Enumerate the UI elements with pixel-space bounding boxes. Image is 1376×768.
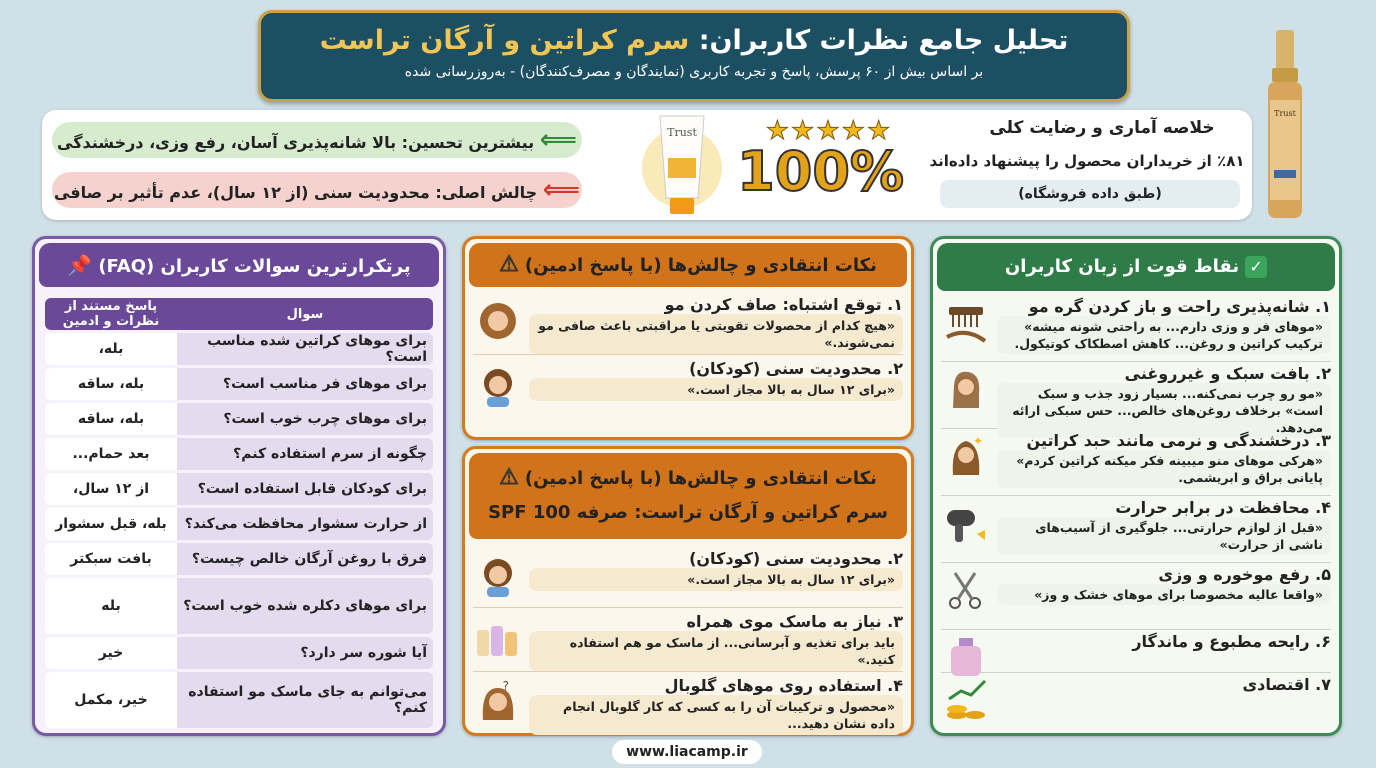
faq-answer: خیر	[45, 637, 177, 669]
strength-item-title: ۷. اقتصادی	[1242, 675, 1331, 694]
faq-question: چگونه از سرم استفاده کنم؟	[177, 438, 433, 470]
strength-item	[941, 295, 1331, 361]
faq-answer: بله، ساقه	[45, 403, 177, 435]
woman-hair-icon	[941, 364, 991, 414]
curly-hair-icon	[473, 295, 523, 345]
faq-question: آیا شوره سر دارد؟	[177, 637, 433, 669]
faq-table	[45, 295, 433, 731]
critique-list-1	[473, 291, 903, 417]
critique-item-text: باید برای تغذیه و آبرسانی... از ماسک مو هم استفاده کنید.»	[529, 631, 903, 671]
critique-item-text: «محصول و ترکیبات آن را به کسی که کار گلوبال انجام داده نشان دهید...	[529, 695, 903, 735]
critique-item	[473, 291, 903, 354]
faq-header: پرتکرارترین سوالات کاربران (FAQ)📌	[39, 243, 439, 287]
svg-text:?: ?	[502, 679, 509, 693]
faq-question: برای موهای کراتین شده مناسب است؟	[177, 333, 433, 365]
serum-bottle-image	[1262, 30, 1308, 220]
warning-icon: ⚠	[499, 252, 519, 277]
strength-item-title: ۴. محافظت در برابر حرارت	[1115, 498, 1331, 517]
faq-row	[45, 637, 433, 669]
summary-title: خلاصه آماری و رضایت کلی	[989, 118, 1215, 138]
hairdryer-icon	[941, 498, 991, 548]
question-woman-icon	[473, 676, 523, 726]
arrow-left-icon: ⟸	[542, 175, 581, 205]
comb-icon	[941, 297, 991, 347]
page-header	[258, 10, 1130, 102]
faq-question: برای موهای دکلره شده خوب است؟	[177, 578, 433, 634]
page-title: تحلیل جامع نظرات کاربران: سرم کراتین و آرگان تراست	[319, 25, 1069, 56]
strength-item	[941, 630, 1331, 672]
faq-answer: از ۱۲ سال،	[45, 473, 177, 505]
faq-row	[45, 333, 433, 365]
arrow-left-icon: ⟸	[539, 125, 577, 155]
critique-item-title: ۲. محدودیت سنی (کودکان)	[689, 549, 903, 568]
faq-question: می‌توانم به جای ماسک مو استفاده کنم؟	[177, 672, 433, 728]
check-icon: ✓	[1245, 256, 1267, 278]
page-subtitle: بر اساس بیش از ۶۰ پرسش، پاسخ و تجربه کاربری (نمایندگان و مصرف‌کنندگان) - به‌روزرسانی شده	[404, 64, 984, 80]
pin-icon: 📌	[67, 253, 93, 277]
footer-url[interactable]: www.liacamp.ir	[612, 740, 762, 764]
strength-item-title: ۶. رایحه مطبوع و ماندگار	[1132, 632, 1331, 651]
critique-item-title: ۲. محدودیت سنی (کودکان)	[689, 359, 903, 378]
faq-card	[32, 236, 446, 736]
faq-table-header	[45, 298, 433, 330]
bottles-icon	[473, 612, 523, 662]
faq-answer: خیر، مکمل	[45, 672, 177, 728]
faq-answer: بله، قبل سشوار	[45, 508, 177, 540]
critique-item-title: ۳. نیاز به ماسک موی همراه	[686, 612, 903, 631]
strength-item-title: ۵. رفع موخوره و وزی	[1158, 565, 1331, 584]
critique-list-2	[473, 545, 903, 735]
faq-question: فرق با روغن آرگان خالص چیست؟	[177, 543, 433, 575]
strength-item-title: ۳. درخشندگی و نرمی مانند حبد کراتین	[1026, 431, 1331, 450]
faq-row	[45, 438, 433, 470]
strength-item-title: ۱. شانه‌پذیری راحت و باز کردن گره مو	[1028, 297, 1331, 316]
faq-row	[45, 578, 433, 634]
strength-item-text: «واقعا عالیه مخصوصا برای موهای خشک و وز»	[997, 584, 1331, 605]
faq-row	[45, 543, 433, 575]
warning-icon: ⚠	[499, 465, 519, 490]
faq-row	[45, 403, 433, 435]
critique-item	[473, 672, 903, 735]
strength-item-text: «مو رو چرب نمی‌کنه... بسیار زود جذب و سبک است» برخلاف روغن‌های خالص... حس سبکی ارائه می‌دهد.	[997, 383, 1331, 438]
faq-question: برای موهای فر مناسب است؟	[177, 368, 433, 400]
critique-card-1	[462, 236, 914, 440]
faq-col-answer: پاسخ مستند از نظرات و ادمین	[45, 298, 177, 330]
faq-question: از حرارت سشوار محافظت می‌کند؟	[177, 508, 433, 540]
critique-item	[473, 355, 903, 417]
child-icon	[473, 549, 523, 599]
scissors-icon	[941, 565, 991, 615]
strength-item	[941, 673, 1331, 715]
bottle-brand: Trust	[1274, 109, 1296, 118]
strength-item-text: «قبل از لوازم حرارتی... جلوگیری از آسیب‌های ناشی از حرارت»	[997, 517, 1331, 555]
svg-text:✦: ✦	[972, 434, 983, 448]
critique-header-2: نکات انتقادی و چالش‌ها (با پاسخ ادمین)⚠ سرم کراتین و آرگان تراست: صرفه SPF 100	[469, 453, 907, 539]
faq-question: برای موهای چرب خوب است؟	[177, 403, 433, 435]
strength-item	[941, 563, 1331, 629]
strength-item	[941, 362, 1331, 435]
strength-item-text: «موهای فر و وزی دارم... به راحتی شونه میشه» ترکیب کراتین و روغن... کاهش اصطکاک کوتیکول.	[997, 316, 1331, 354]
child-icon	[473, 359, 523, 409]
faq-answer: بله، ساقه	[45, 368, 177, 400]
tube-image	[642, 112, 722, 218]
strengths-list	[941, 295, 1331, 715]
critique-item	[473, 545, 903, 607]
sparkle-hair-icon	[941, 431, 991, 481]
challenge-summary: ⟸ چالش اصلی: محدودیت سنی (از ۱۲ سال)، عدم تأثیر بر صافی	[52, 172, 582, 208]
product-name: سرم کراتین و آرگان تراست	[319, 25, 690, 56]
strengths-card	[930, 236, 1342, 736]
faq-answer: بله	[45, 578, 177, 634]
praise-summary: ⟸ بیشترین تحسین: بالا شانه‌پذیری آسان، رفع وزی، درخشندگی	[52, 122, 582, 158]
faq-answer: بافت سبکتر	[45, 543, 177, 575]
faq-answer: بله،	[45, 333, 177, 365]
faq-row	[45, 508, 433, 540]
coins-icon	[941, 675, 991, 725]
critique-item-title: ۴. استفاده روی موهای گلوبال	[664, 676, 903, 695]
summary-panel	[42, 110, 1252, 220]
critique-subtitle-2: سرم کراتین و آرگان تراست: صرفه SPF 100	[488, 502, 888, 523]
strength-item	[941, 429, 1331, 495]
critique-card-2	[462, 446, 914, 736]
strength-item	[941, 496, 1331, 562]
satisfaction-percent: 100%	[737, 140, 904, 203]
faq-question: برای کودکان قابل استفاده است؟	[177, 473, 433, 505]
summary-recommend: ٪۸۱ از خریداران محصول را پیشنهاد داده‌اند	[929, 152, 1245, 170]
rating-stars: ★★★★★	[765, 116, 893, 146]
faq-col-question: سوال	[177, 298, 433, 330]
strength-item-title: ۲. بافت سبک و غیرروغنی	[1124, 364, 1331, 383]
faq-answer: بعد حمام...	[45, 438, 177, 470]
strength-item-text: «هرکی موهای منو میبینه فکر میکنه کراتین کردم» پایانی براق و ابریشمی.	[997, 450, 1331, 488]
faq-row	[45, 368, 433, 400]
tube-brand: Trust	[667, 126, 697, 139]
critique-item-text: «برای ۱۲ سال به بالا مجاز است.»	[529, 378, 903, 401]
critique-item	[473, 608, 903, 671]
faq-row	[45, 473, 433, 505]
summary-source-note: (طبق داده فروشگاه)	[940, 180, 1240, 208]
critique-item-text: «برای ۱۲ سال به بالا مجاز است.»	[529, 568, 903, 591]
faq-row	[45, 672, 433, 728]
strengths-header: ✓نقاط قوت از زبان کاربران	[937, 243, 1335, 291]
critique-header-1: نکات انتقادی و چالش‌ها (با پاسخ ادمین)⚠	[469, 243, 907, 287]
critique-item-text: «هیچ کدام از محصولات تقویتی یا مراقبتی باعث صافی مو نمی‌شوند.»	[529, 314, 903, 354]
critique-item-title: ۱. توقع اشتباه: صاف کردن مو	[664, 295, 903, 314]
